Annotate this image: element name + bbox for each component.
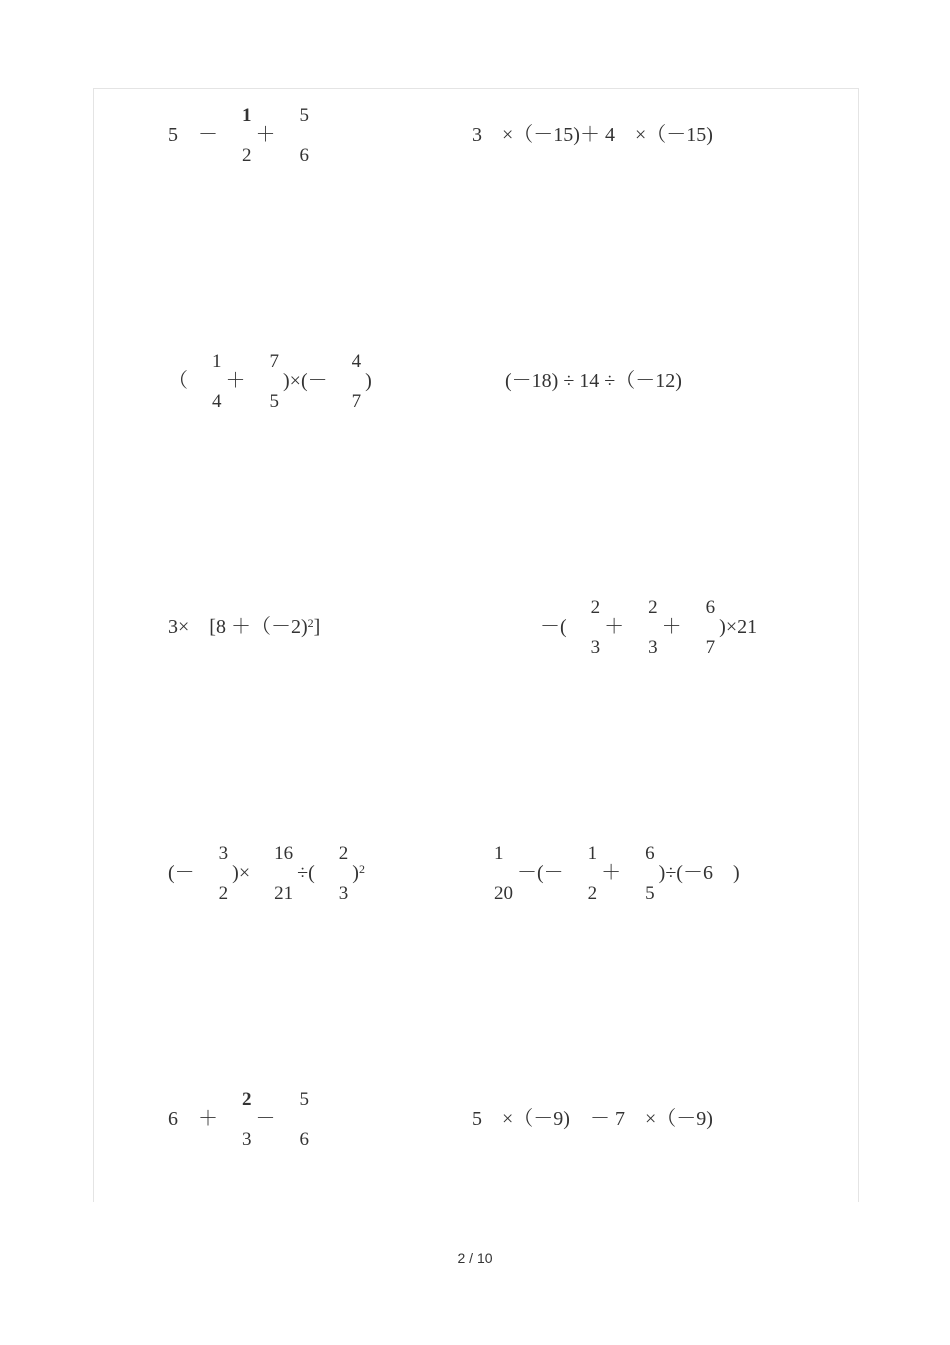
page-indicator: 2 / 10 <box>457 1250 493 1266</box>
problem-1 <box>168 85 313 185</box>
denominator: 2 <box>587 883 598 904</box>
fraction <box>220 1069 254 1169</box>
operator: ＋ <box>255 124 276 146</box>
fraction <box>197 823 231 923</box>
operator: )× <box>232 862 251 884</box>
problem-8 <box>470 823 740 923</box>
denominator: 7 <box>351 391 362 412</box>
denominator: 6 <box>299 145 309 166</box>
fraction <box>317 823 351 923</box>
operator: － <box>255 1108 276 1130</box>
problem-10 <box>472 1109 713 1129</box>
denominator: 4 <box>212 391 222 412</box>
text: )×21 <box>719 616 758 638</box>
denominator: 3 <box>590 637 601 658</box>
denominator: 3 <box>338 883 349 904</box>
fraction <box>248 331 282 431</box>
text: －( <box>540 616 567 638</box>
operator: )×(－ <box>283 370 328 392</box>
fraction <box>472 823 515 923</box>
fraction <box>623 823 657 923</box>
problem-4 <box>505 371 682 391</box>
denominator: 3 <box>242 1129 252 1150</box>
numerator: 2 <box>338 843 349 864</box>
denominator: 7 <box>705 637 716 658</box>
denominator: 3 <box>648 637 658 658</box>
exponent: 2 <box>307 616 314 630</box>
fraction <box>330 331 364 431</box>
denominator: 6 <box>299 1129 309 1150</box>
numerator: 16 <box>274 843 294 864</box>
numerator: 4 <box>351 351 362 372</box>
numerator: 2 <box>590 597 601 618</box>
text: (－ <box>168 862 195 884</box>
text: ) <box>365 370 372 392</box>
problem-3 <box>168 331 372 431</box>
text: 5 － <box>168 124 218 146</box>
numerator: 7 <box>269 351 279 372</box>
denominator: 5 <box>269 391 279 412</box>
numerator: 2 <box>242 1089 252 1110</box>
operator: －(－ <box>517 862 564 884</box>
numerator: 6 <box>645 843 655 864</box>
problem-9 <box>168 1069 313 1169</box>
operator: ÷( <box>297 862 315 884</box>
problem-5 <box>168 617 320 637</box>
text: 6 ＋ <box>168 1108 218 1130</box>
denominator: 20 <box>494 883 513 904</box>
fraction <box>252 823 295 923</box>
numerator: 1 <box>494 843 504 864</box>
text: (－18) ÷ 14 ÷（－12) <box>505 370 682 392</box>
fraction <box>569 577 603 677</box>
fraction <box>626 577 660 677</box>
fraction <box>278 85 312 185</box>
numerator: 1 <box>212 351 222 372</box>
numerator: 5 <box>299 1089 309 1110</box>
numerator: 2 <box>648 597 658 618</box>
fraction <box>566 823 600 923</box>
operator: ＋ <box>661 616 682 638</box>
problem-7 <box>168 823 365 923</box>
denominator: 5 <box>645 883 655 904</box>
denominator: 21 <box>274 883 294 904</box>
fraction <box>278 1069 312 1169</box>
denominator: 2 <box>218 883 229 904</box>
text: 5 ×（－9) － 7 ×（－9) <box>472 1108 713 1130</box>
operator: ＋ <box>225 370 246 392</box>
numerator: 1 <box>587 843 598 864</box>
fraction <box>220 85 254 185</box>
denominator: 2 <box>242 145 252 166</box>
operator: ＋ <box>604 616 625 638</box>
fraction <box>684 577 718 677</box>
text: ] <box>313 616 321 638</box>
problem-2 <box>472 125 713 145</box>
numerator: 5 <box>299 105 309 126</box>
fraction <box>190 331 224 431</box>
text: ) <box>352 862 359 884</box>
exponent: 2 <box>358 862 365 876</box>
text: （ <box>168 370 188 392</box>
numerator: 3 <box>218 843 229 864</box>
numerator: 6 <box>705 597 716 618</box>
problem-6 <box>540 577 757 677</box>
text: )÷(－6 ) <box>658 862 740 884</box>
text: 3× [8 ＋（－2) <box>168 616 308 638</box>
text: 3 ×（－15)＋ 4 ×（－15) <box>472 124 713 146</box>
operator: ＋ <box>601 862 622 884</box>
numerator: 1 <box>242 105 252 126</box>
